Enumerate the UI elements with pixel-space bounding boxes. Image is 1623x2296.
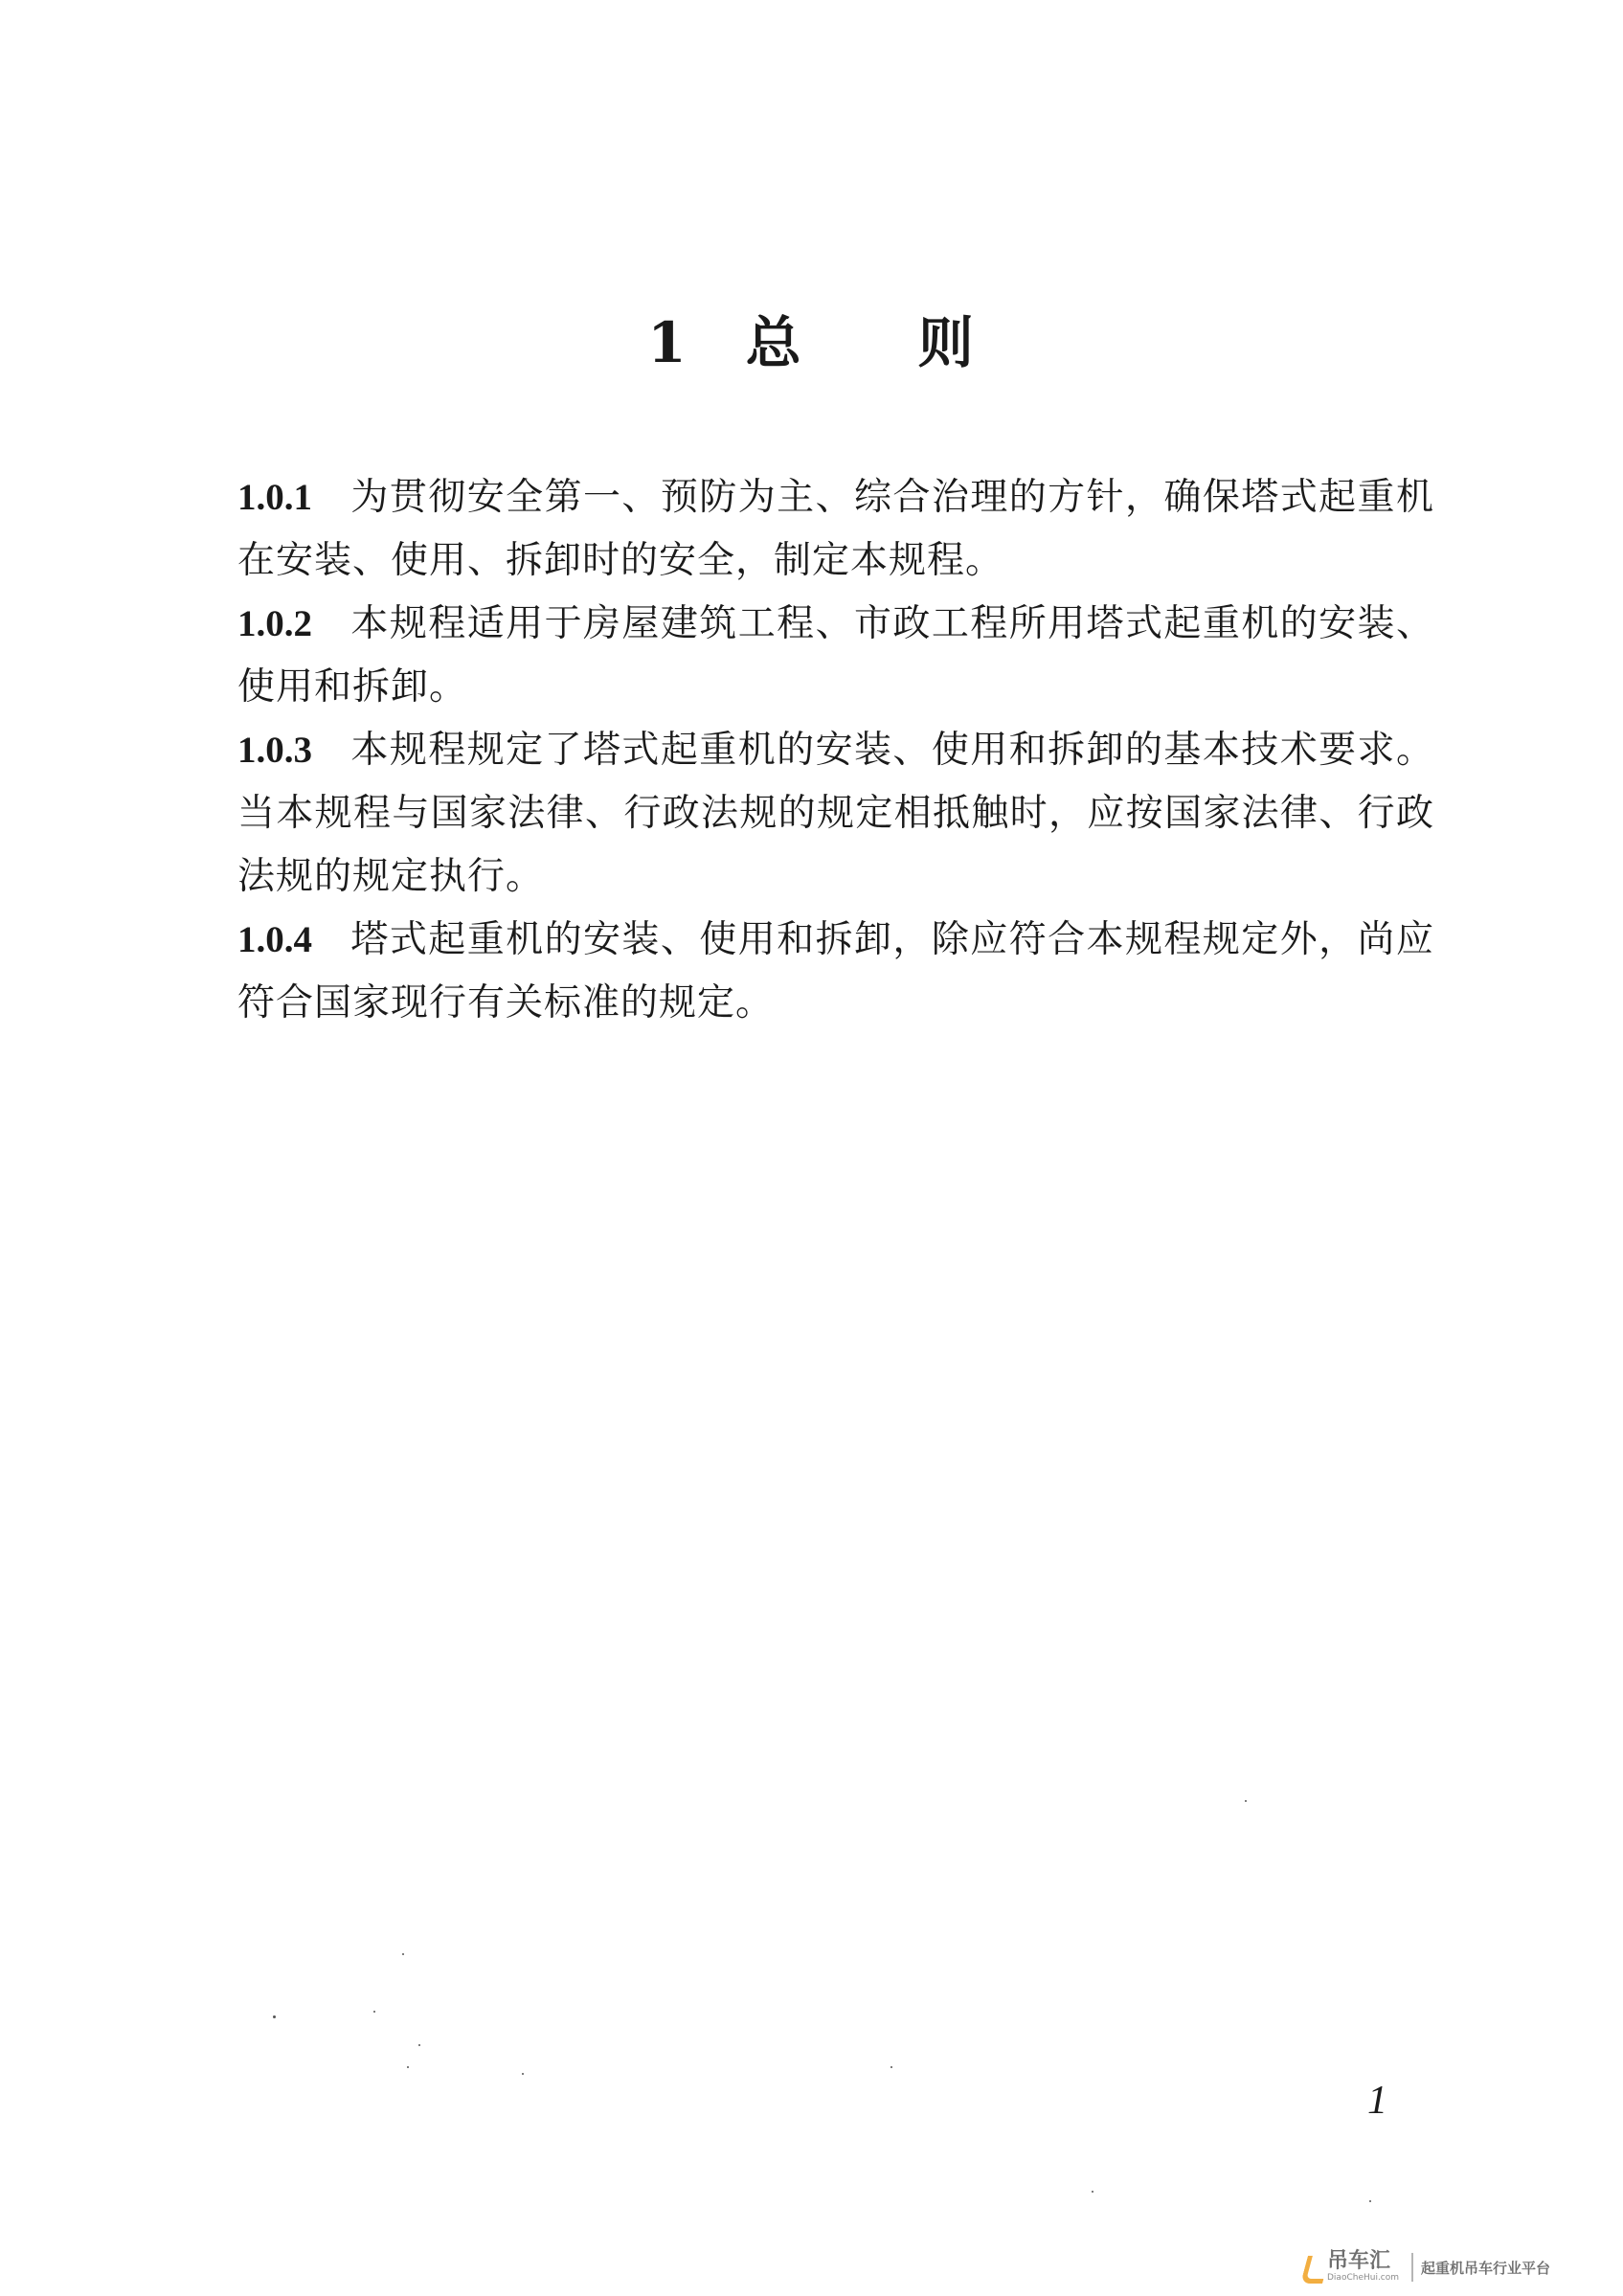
clause-number: 1.0.2 [237, 603, 312, 644]
watermark-slogan: 起重机吊车行业平台 [1421, 2259, 1551, 2277]
scan-speck [1245, 1800, 1247, 1802]
chapter-title [0, 304, 1623, 381]
clause-text: 为贯彻安全第一、预防为主、综合治理的方针，确保塔式起重机在安装、使用、拆卸时的安全，制定本规程。 [237, 476, 1434, 582]
watermark-divider [1411, 2253, 1413, 2282]
clause-1-0-2 [237, 593, 1434, 719]
clause-text: 本规程适用于房屋建筑工程、市政工程所用塔式起重机的安装、使用和拆卸。 [237, 602, 1434, 709]
chapter-body [237, 466, 1434, 1035]
scan-speck [890, 2066, 892, 2068]
page-number: 1 [1367, 2079, 1387, 2123]
clause-text: 本规程规定了塔式起重机的安装、使用和拆卸的基本技术要求。当本规程与国家法律、行政法规的规定相抵触时，应按国家法律、行政法规的规定执行。 [237, 729, 1434, 898]
clause-1-0-4 [237, 909, 1434, 1035]
clause-number: 1.0.1 [237, 477, 312, 518]
watermark-brand: 吊车汇 [1327, 2249, 1391, 2273]
clause-number: 1.0.3 [237, 730, 312, 771]
scan-speck [407, 2066, 409, 2068]
watermark [1302, 2248, 1550, 2286]
scan-speck [402, 1953, 404, 1955]
scan-speck [373, 2011, 375, 2013]
watermark-domain: DiaoCheHui.com [1327, 2273, 1400, 2283]
scan-speck [1092, 2191, 1093, 2193]
crane-hook-icon [1300, 2256, 1330, 2284]
scan-speck [522, 2073, 524, 2075]
chapter-title-part1: 总 [745, 310, 803, 375]
chapter-number: 1 [647, 310, 688, 375]
clause-1-0-1 [237, 466, 1434, 593]
scan-speck [273, 2015, 276, 2018]
watermark-logo [1302, 2248, 1408, 2286]
clause-1-0-3 [237, 719, 1434, 909]
chapter-title-part2: 则 [917, 310, 976, 375]
clause-number: 1.0.4 [237, 919, 312, 960]
scan-speck [1369, 2200, 1371, 2202]
clause-text: 塔式起重机的安装、使用和拆卸，除应符合本规程规定外，尚应符合国家现行有关标准的规定。 [237, 918, 1434, 1024]
scan-speck [418, 2044, 420, 2046]
